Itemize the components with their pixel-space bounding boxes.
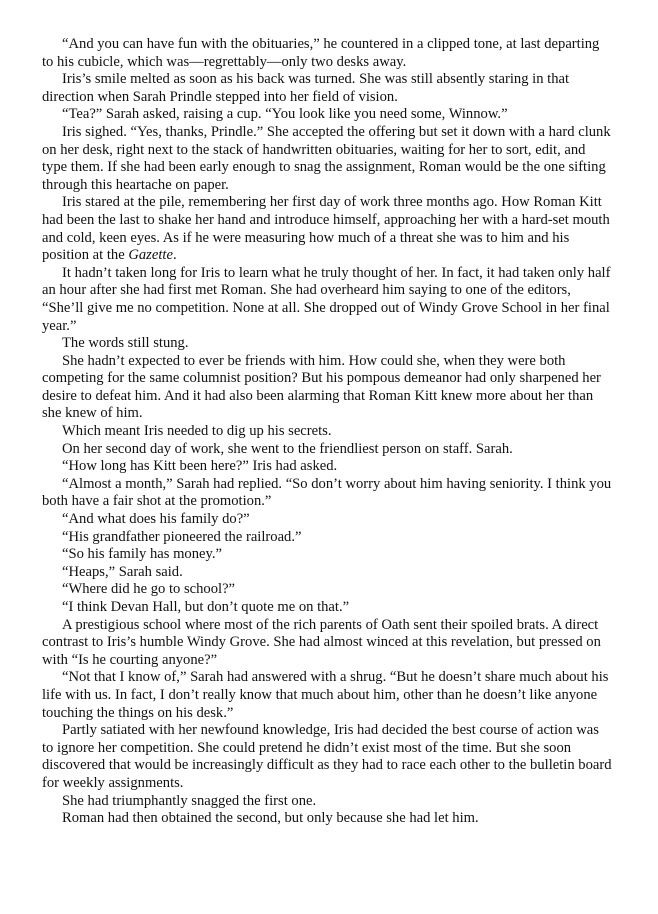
paragraph: “How long has Kitt been here?” Iris had asked.	[62, 458, 338, 475]
paragraph: On her second day of work, she went to the friendliest person on staff. Sarah.	[62, 440, 513, 457]
paragraph: “Almost a month,” Sarah had replied. “So don’t worry about him having seniority. I think you both have a fair shot at the promotion.”	[42, 475, 612, 510]
paragraph: She had triumphantly snagged the first one.	[62, 792, 317, 809]
paragraph: It hadn’t taken long for Iris to learn what he truly thought of her. In fact, it had taken only half an hour after she had first met Roman. She had overheard him saying to one of the editors, “She’ll give me no competition. None at all. She dropped out of Windy Grove School in her final year.”	[42, 264, 611, 334]
paragraph: Partly satiated with her newfound knowledge, Iris had decided the best course of action was to ignore her competition. She could pretend he didn’t exist most of the time. But she soon discovered that would be increasingly difficult as they had to race each other to the bulletin board for weekly assignments.	[42, 722, 612, 791]
paragraph: “Not that I know of,” Sarah had answered with a shrug. “But he doesn’t share much about his life with us. In fact, I don’t really know that much about him, other than he doesn’t like anyone touching the things on his desk.”	[42, 669, 609, 721]
paragraph: “Where did he go to school?”	[62, 581, 236, 598]
paragraph: “So his family has money.”	[62, 546, 222, 563]
paragraph: “His grandfather pioneered the railroad.”	[62, 528, 302, 545]
paragraph: Iris sighed. “Yes, thanks, Prindle.” She accepted the offering but set it down with a hard clunk on her desk, right next to the stack of handwritten obituaries, waiting for her to sort, edit, and type them. If she had been early enough to snag the assignment, Roman would be the one sifting through this heartache on paper.	[42, 123, 611, 193]
paragraph: “And what does his family do?”	[62, 511, 250, 528]
paragraph: “I think Devan Hall, but don’t quote me on that.”	[62, 599, 350, 615]
paragraph: “And you can have fun with the obituaries,” he countered in a clipped tone, at last departing to his cubicle, which was—regrettably—only two desks away.	[42, 36, 600, 70]
paragraph: Roman had then obtained the second, but only because she had let him.	[62, 810, 479, 827]
paragraph: The words still stung.	[62, 335, 189, 352]
paragraph: “Tea?” Sarah asked, raising a cup. “You look like you need some, Winnow.”	[62, 106, 508, 123]
paragraph: Iris stared at the pile, remembering her first day of work three months ago. How Roman Kitt had been the last to shake her hand and introduce himself, approaching her with a hard-set mouth and cold, keen eyes. As if he were measuring how much of a threat she was to him and his position at the Gazette.	[42, 194, 610, 264]
book-page	[42, 36, 612, 828]
paragraph: She hadn’t expected to ever be friends with him. How could she, when they were both competing for the same columnist position? But his pompous demeanor had only sharpened her desire to defeat him. And it had also been alarming that Roman Kitt knew more about her than she knew of him.	[42, 352, 601, 422]
paragraph: A prestigious school where most of the rich parents of Oath sent their spoiled brats. A direct contrast to Iris’s humble Windy Grove. She had almost winced at this revelation, but pressed on with “Is he courting anyone?”	[42, 616, 601, 668]
paragraph: Which meant Iris needed to dig up his secrets.	[62, 423, 332, 440]
paragraph: “Heaps,” Sarah said.	[62, 563, 183, 580]
paragraph: Iris’s smile melted as soon as his back was turned. She was still absently staring in that direction when Sarah Prindle stepped into her field of vision.	[42, 71, 570, 105]
newspaper-title: Gazette	[128, 247, 173, 264]
